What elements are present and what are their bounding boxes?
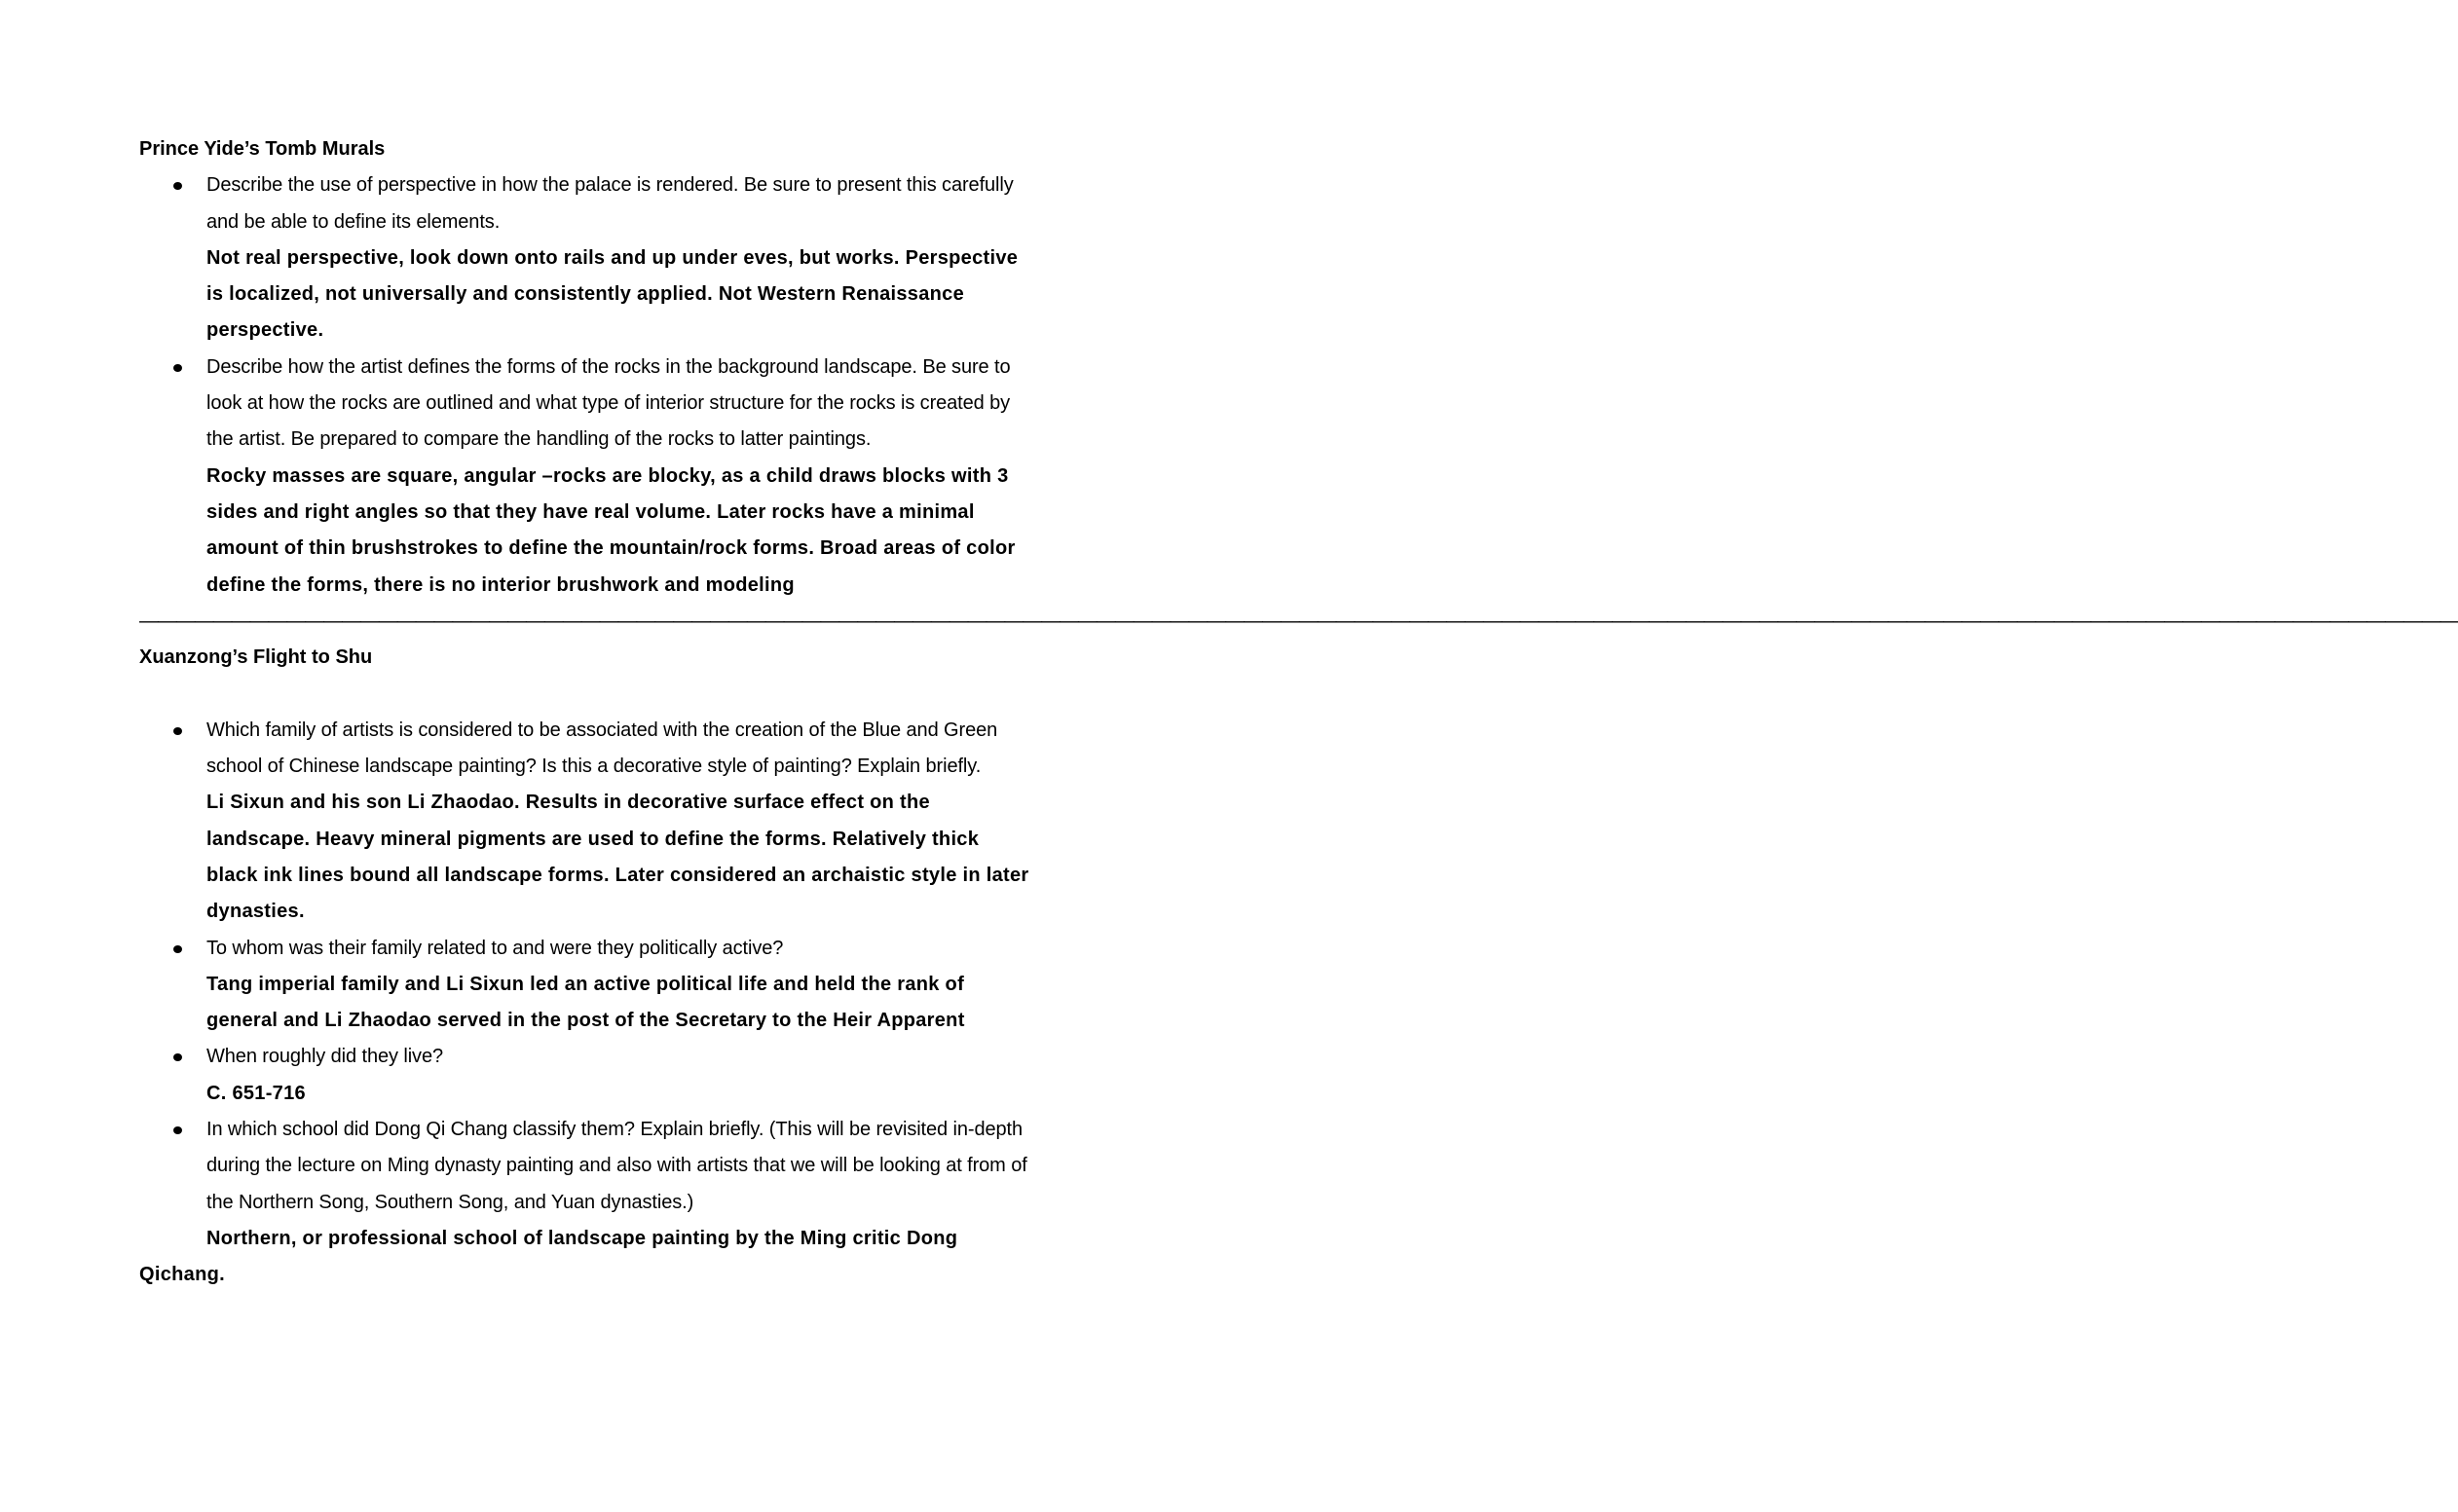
bullet-icon — [173, 1126, 182, 1134]
section-heading-prince-yide: Prince Yide’s Tomb Murals — [139, 138, 386, 160]
list-item — [139, 350, 1035, 604]
bullet-icon — [173, 727, 182, 735]
answer-text: Tang imperial family and Li Sixun led an active political life and held the rank of general and Li Zhaodao served in the post of the Secretary to the Heir Apparent — [206, 973, 965, 1032]
list-item — [139, 713, 1035, 931]
section-heading-xuanzong: Xuanzong’s Flight to Shu — [139, 646, 373, 669]
question-text: Describe how the artist defines the forms of the rocks in the background landscape. Be sure to look at how the rocks are outlined and what type of interior structure for the rocks is created by the artist. Be prepared to compare the handling of the rocks to latter paintings. — [206, 355, 1011, 451]
bullet-icon — [173, 182, 182, 190]
list-item — [139, 167, 1035, 349]
blank-line — [139, 676, 1035, 712]
answer-text: C. 651-716 — [206, 1082, 306, 1104]
list-item — [139, 931, 1035, 1040]
question-text: In which school did Dong Qi Chang classify them? Explain briefly. (This will be revisited in-depth during the lecture on Ming dynasty painting and also with artists that we will be looking at from of the Northern Song, Southern Song, and Yuan dynasties.) — [206, 1119, 1027, 1213]
question-text: Describe the use of perspective in how the palace is rendered. Be sure to present this carefully and be able to define its elements. — [206, 174, 1014, 233]
question-list-prince-yide — [139, 167, 1035, 604]
document-body — [139, 131, 2458, 1294]
question-text: To whom was their family related to and were they politically active? — [206, 937, 784, 959]
question-text: Which family of artists is considered to be associated with the creation of the Blue and Green school of Chinese landscape painting? Is this a decorative style of painting? Explain briefly. — [206, 719, 998, 778]
section-divider: —————————————————————————————————————————————————————————————————————————————————————————————————————————————————————————————— — [139, 609, 2458, 632]
bullet-icon — [173, 1053, 182, 1061]
question-text: When roughly did they live? — [206, 1046, 443, 1068]
question-list-xuanzong — [139, 713, 1035, 1221]
bullet-icon — [173, 945, 182, 953]
list-item — [139, 1112, 1035, 1221]
answer-text-final: Northern, or professional school of landscape painting by the Ming critic Dong Qichang. — [139, 1227, 958, 1286]
bullet-icon — [173, 364, 182, 372]
answer-text: Rocky masses are square, angular –rocks are blocky, as a child draws blocks with 3 sides and right angles so that they have real volume. Later rocks have a minimal amount of thin brushstrokes to define the mountain/rock forms. Broad areas of color define the forms, there is no interior brushwork and modeling — [206, 464, 1016, 596]
answer-text: Not real perspective, look down onto rails and up under eves, but works. Perspective is localized, not universally and consistently applied. Not Western Renaissance perspective. — [206, 246, 1019, 342]
answer-text: Li Sixun and his son Li Zhaodao. Results in decorative surface effect on the landscape. Heavy mineral pigments are used to define the forms. Relatively thick black ink lines bound all landscape forms. Later considered an archaistic style in later dynasties. — [206, 792, 1029, 923]
list-item — [139, 1039, 1035, 1112]
